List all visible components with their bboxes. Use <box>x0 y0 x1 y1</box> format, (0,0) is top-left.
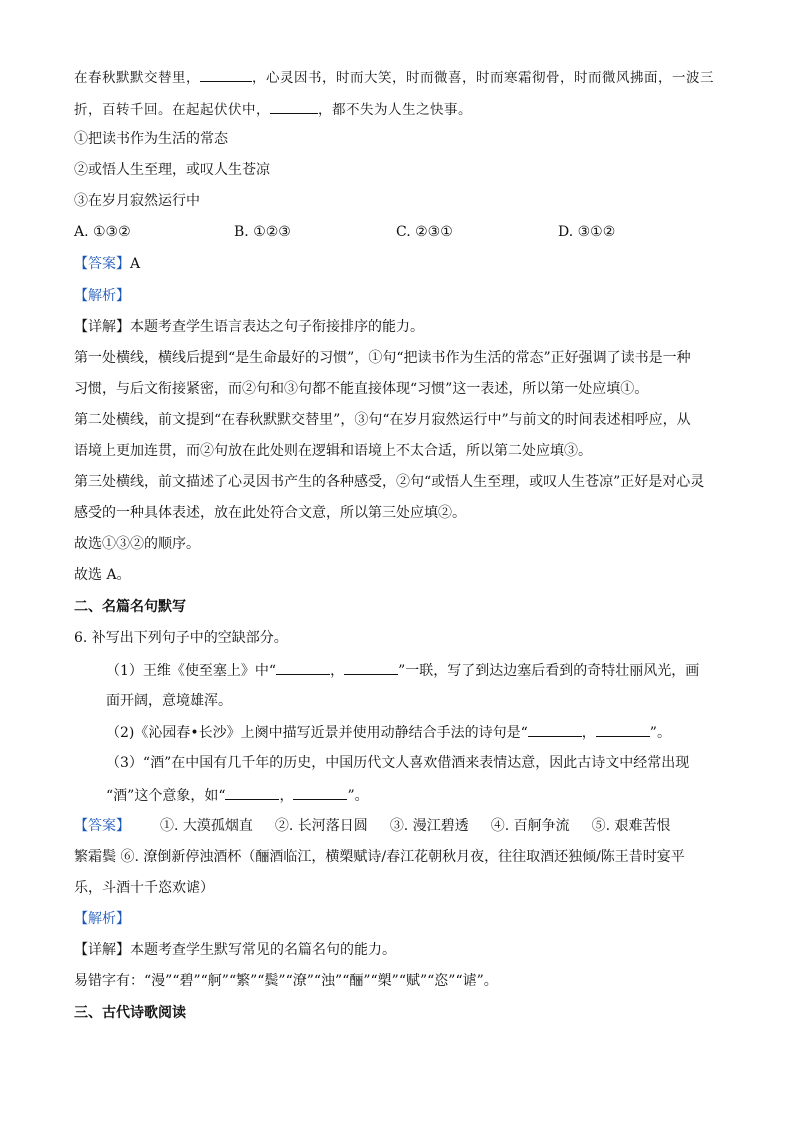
answer-item: ①. 大漠孤烟直 <box>160 818 253 834</box>
q5-para3-line2: 感受的一种具体表述，放在此处符合文意，所以第三处应填②。 <box>74 505 466 521</box>
answer-blank <box>528 722 582 737</box>
q6-answer-line3: 乐，斗酒十千恣欢谑） <box>74 880 214 896</box>
question-text: ， <box>279 788 294 804</box>
q5-answer-line <box>74 254 140 274</box>
choice-1: ①把读书作为生活的常态 <box>74 131 228 147</box>
q6-sub3-line2 <box>106 785 369 806</box>
section-2-heading: 二、名篇名句默写 <box>74 599 186 615</box>
passage-text: 在春秋默默交替里， <box>74 70 200 86</box>
q5-analysis-tag: 【解析】 <box>74 288 130 304</box>
q6-sub3-line1: （3）“酒”在中国有几千年的历史，中国历代文人喜欢借酒来表情达意，因此古诗文中经常出现 <box>106 755 690 771</box>
q6-detail: 【详解】本题考查学生默写常见的名篇名句的能力。 <box>74 942 396 958</box>
q5-detail: 【详解】本题考查学生语言表达之句子衔接排序的能力。 <box>74 319 424 335</box>
passage-text: ，都不失为人生之快事。 <box>318 102 472 118</box>
q5-conclusion-1: 故选①③②的顺序。 <box>74 536 200 552</box>
answer-blank <box>276 660 330 675</box>
question-text: （1）王维《使至塞上》中“ <box>106 663 277 679</box>
answer-tag: 【答案】 <box>74 256 130 272</box>
choice-2: ②或悟人生至理，或叹人生苍凉 <box>74 162 270 178</box>
answer-tag: 【答案】 <box>74 818 130 834</box>
q6-typo-line: 易错字有：“漫”“碧”“舸”“繁”“鬓”“潦”“浊”“酾”“槊”“赋”“恣”“谑”。 <box>74 973 498 989</box>
question-text: ， <box>330 663 345 679</box>
passage-text: ，心灵因书，时而大笑，时而微喜，时而寒霜彻骨，时而微风拂面，一波三 <box>252 70 714 86</box>
question-text: ， <box>581 725 596 741</box>
q5-para2-line1: 第二处横线，前文提到“在春秋默默交替里”，③句“在岁月寂然运行中”与前文的时间表述相呼应，从 <box>74 412 691 428</box>
q5-conclusion-2: 故选 A。 <box>74 567 131 583</box>
question-text: ”。 <box>649 725 671 741</box>
q6-sub2-line <box>106 722 671 743</box>
q6-analysis-tag: 【解析】 <box>74 911 130 927</box>
choice-3: ③在岁月寂然运行中 <box>74 193 200 209</box>
answer-item: ⑤. 艰难苦恨 <box>591 818 671 834</box>
answer-blank <box>200 67 252 82</box>
answer-blank <box>293 785 347 800</box>
answer-item: ③. 漫江碧透 <box>389 818 469 834</box>
passage-line-1 <box>74 67 714 88</box>
q6-answer-line2: 繁霜鬓 ⑥. 潦倒新停浊酒杯（酾酒临江，横槊赋诗/春江花朝秋月夜，往往取酒还独倾/陈王昔时宴平 <box>74 849 685 865</box>
option-b: B. ①②③ <box>234 224 291 240</box>
question-text: ”。 <box>347 788 369 804</box>
q5-para3-line1: 第三处横线，前文描述了心灵因书产生的各种感受，②句“或悟人生至理，或叹人生苍凉”正好是对心灵 <box>74 474 705 490</box>
question-text: “酒”这个意象，如“ <box>106 788 226 804</box>
answer-blank <box>344 660 398 675</box>
q5-para2-line2: 语境上更加连贯，而②句放在此处则在逻辑和语境上不太合适，所以第二处应填③。 <box>74 443 592 459</box>
option-a: A. ①③② <box>74 224 131 240</box>
q6-stem: 6. 补写出下列句子中的空缺部分。 <box>74 630 288 646</box>
option-c: C. ②③① <box>396 224 453 240</box>
section-3-heading: 三、古代诗歌阅读 <box>74 1005 186 1021</box>
answer-blank <box>225 785 279 800</box>
answer-value: A <box>130 256 141 272</box>
option-d: D. ③①② <box>558 224 616 240</box>
q6-sub1-line2: 面开阔，意境雄浑。 <box>106 693 232 709</box>
answer-blank <box>270 99 318 114</box>
q5-para1-line1: 第一处横线，横线后提到“是生命最好的习惯”，①句“把读书作为生活的常态”正好强调了读书是一种 <box>74 350 691 366</box>
answer-item: ②. 长河落日圆 <box>274 818 368 834</box>
q6-sub1-line1 <box>106 660 699 681</box>
answer-blank <box>596 722 650 737</box>
question-text: ”一联，写了到达边塞后看到的奇特壮丽风光，画 <box>398 663 700 679</box>
q5-para1-line2: 习惯，与后文衔接紧密，而②句和③句都不能直接体现“习惯”这一表述，所以第一处应填①。 <box>74 381 649 397</box>
q6-answer-line1 <box>74 816 671 836</box>
passage-line-2 <box>74 99 472 120</box>
passage-text: 折，百转千回。在起起伏伏中， <box>74 102 270 118</box>
answer-item: ④. 百舸争流 <box>490 818 570 834</box>
question-text: （2)《沁园春•长沙》上阕中描写近景并使用动静结合手法的诗句是“ <box>106 725 528 741</box>
